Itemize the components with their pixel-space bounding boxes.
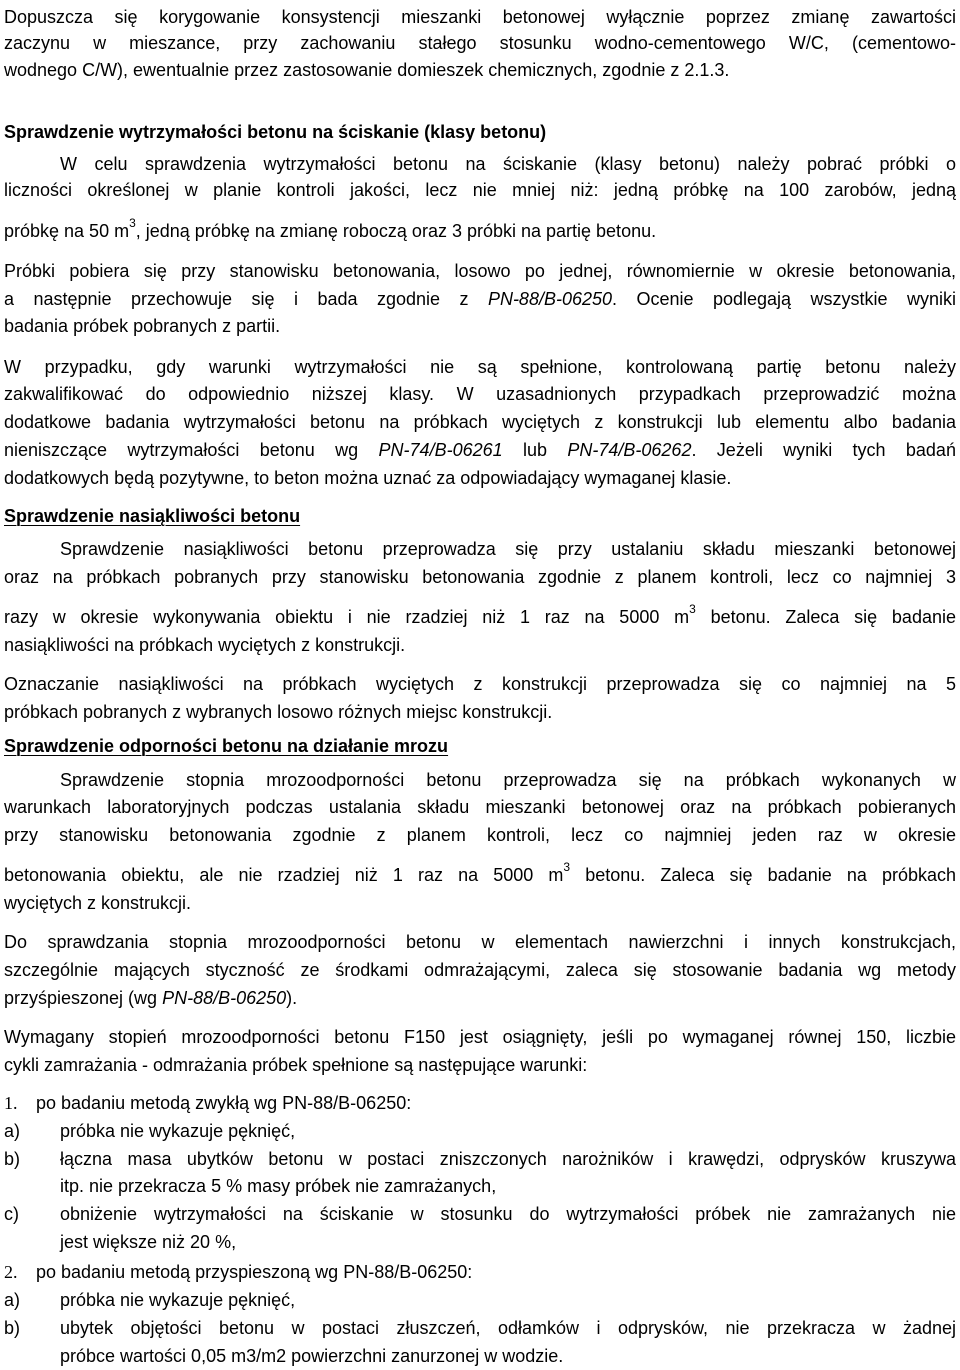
paragraph-line: nieniszczące wytrzymałości betonu wg PN-74/B-06261 lub PN-74/B-06262. Jeżeli wyniki tych badań (4, 440, 956, 460)
list-item: obniżenie wytrzymałości na ściskanie w stosunku do wytrzymałości próbek nie zamrażanych nie (60, 1204, 956, 1224)
paragraph-line: razy w okresie wykonywania obiektu i nie rzadziej niż 1 raz na 5000 $m^3$ betonu. Zaleca się badanie (4, 602, 956, 627)
paragraph-line: oraz na próbkach pobranych przy stanowisku betonowania zgodnie z planem kontroli, lecz co najmniej 3 (4, 567, 956, 587)
paragraph-line: cykli zamrażania - odmrażania próbek spełnione są następujące warunki: (4, 1055, 588, 1075)
standard-reference: PN-74/B-06261 (378, 440, 503, 460)
paragraph-line: zakwalifikować do odpowiednio niższej klasy. W uzasadnionych przypadkach przeprowadzić można (4, 384, 956, 404)
list-label: a) (4, 1121, 21, 1141)
paragraph-line: dodatkowe badania wytrzymałości betonu na próbkach wyciętych z konstrukcji lub elementu albo badania (4, 412, 956, 432)
paragraph-line: wyciętych z konstrukcji. (4, 893, 192, 913)
paragraph-line: betonowania obiektu, ale nie rzadziej niż 1 raz na 5000 $m^3$ betonu. Zaleca się badanie na próbkach (4, 860, 956, 885)
list-item: łączna masa ubytków betonu w postaci zniszczonych narożników i krawędzi, odprysków kruszywa (60, 1149, 956, 1169)
list-item: próbce wartości 0,05 m3/m2 powierzchni zanurzonej w wodzie. (60, 1346, 564, 1366)
list-number: 1. (4, 1093, 18, 1113)
list-item: ubytek objętości betonu w postaci złuszczeń, odłamków i odprysków, nie przekracza w żadnej (60, 1318, 956, 1338)
paragraph-line: dodatkowych będą pozytywne, to beton można uznać za odpowiadający wymaganej klasie. (4, 468, 732, 488)
superscript: 3 (129, 216, 136, 230)
list-item: po badaniu metodą zwykłą wg PN-88/B-06250: (36, 1093, 412, 1113)
intro-line: wodnego C/W), ewentualnie przez zastosowanie domieszek chemicznych, zgodnie z 2.1.3. (4, 60, 730, 80)
paragraph-line: szczególnie mających styczność ze środkami odmrażającymi, zaleca się stosowanie badania wg metody (4, 960, 956, 980)
list-item: po badaniu metodą przyspieszoną wg PN-88/B-06250: (36, 1262, 473, 1282)
intro-line: Dopuszcza się korygowanie konsystencji mieszanki betonowej wyłącznie poprzez zmianę zawartości (4, 7, 956, 27)
list-label: a) (4, 1290, 21, 1310)
list-item: itp. nie przekracza 5 % masy próbek nie zamrażanych, (60, 1176, 497, 1196)
standard-reference: PN-74/B-06262 (567, 440, 692, 460)
paragraph-line: Do sprawdzania stopnia mrozoodporności betonu w elementach nawierzchni i innych konstrukcjach, (4, 932, 956, 952)
paragraph-line: próbkę na 50 $m^3$, jedną próbkę na zmianę roboczą oraz 3 próbki na partię betonu. (4, 216, 657, 241)
section-heading-frost: Sprawdzenie odporności betonu na działanie mrozu (4, 736, 449, 756)
list-item: jest większe niż 20 %, (60, 1232, 237, 1252)
list-item: próbka nie wykazuje pęknięć, (60, 1121, 296, 1141)
superscript: 3 (689, 602, 696, 616)
paragraph-line: próbkach pobranych z wybranych losowo różnych miejsc konstrukcji. (4, 702, 553, 722)
list-item: próbka nie wykazuje pęknięć, (60, 1290, 296, 1310)
paragraph-line: W przypadku, gdy warunki wytrzymałości nie są spełnione, kontrolowaną partię betonu należy (4, 357, 956, 377)
standard-reference: PN-88/B-06250 (162, 988, 287, 1008)
paragraph-line: liczności określonej w planie kontroli jakości, lecz nie mniej niż: jedną próbkę na 100 zarobów, jedną (4, 180, 956, 200)
paragraph-line: Oznaczanie nasiąkliwości na próbkach wyciętych z konstrukcji przeprowadza się co najmniej na 5 (4, 674, 956, 694)
list-label: b) (4, 1149, 21, 1169)
paragraph-line: Sprawdzenie nasiąkliwości betonu przeprowadza się przy ustalaniu składu mieszanki betonowej (60, 539, 956, 559)
paragraph-line: warunkach laboratoryjnych podczas ustalania składu mieszanki betonowej oraz na próbkach pobieranych (4, 797, 956, 817)
intro-line: zaczynu w mieszance, przy zachowaniu stałego stosunku wodno-cementowego W/C, (cementowo- (4, 33, 956, 53)
paragraph-line: W celu sprawdzenia wytrzymałości betonu na ściskanie (klasy betonu) należy pobrać próbki o (60, 154, 956, 174)
superscript: 3 (563, 860, 571, 874)
paragraph-line: Wymagany stopień mrozoodporności betonu F150 jest osiągnięty, jeśli po wymaganej równej 150, liczbie (4, 1027, 956, 1047)
paragraph-line: badania próbek pobranych z partii. (4, 316, 281, 336)
paragraph-line: przy stanowisku betonowania zgodnie z planem kontroli, lecz co najmniej jeden raz w okresie (4, 825, 956, 845)
paragraph-line: a następnie przechowuje się i bada zgodnie z PN-88/B-06250. Ocenie podlegają wszystkie wyniki (4, 289, 956, 309)
list-number: 2. (4, 1262, 18, 1282)
list-label: b) (4, 1318, 21, 1338)
standard-reference: PN-88/B-06250 (487, 289, 613, 309)
paragraph-line: nasiąkliwości na próbkach wyciętych z konstrukcji. (4, 635, 406, 655)
paragraph-line: Sprawdzenie stopnia mrozoodporności betonu przeprowadza się na próbkach wykonanych w (60, 770, 956, 790)
paragraph-line: Próbki pobiera się przy stanowisku betonowania, losowo po jednej, równomiernie w okresie betonowania, (4, 261, 956, 281)
list-label: c) (4, 1204, 19, 1224)
section-heading-strength: Sprawdzenie wytrzymałości betonu na ściskanie (klasy betonu) (4, 122, 547, 142)
section-heading-absorption: Sprawdzenie nasiąkliwości betonu (4, 506, 301, 526)
paragraph-line: przyśpieszonej (wg PN-88/B-06250). (4, 988, 298, 1008)
